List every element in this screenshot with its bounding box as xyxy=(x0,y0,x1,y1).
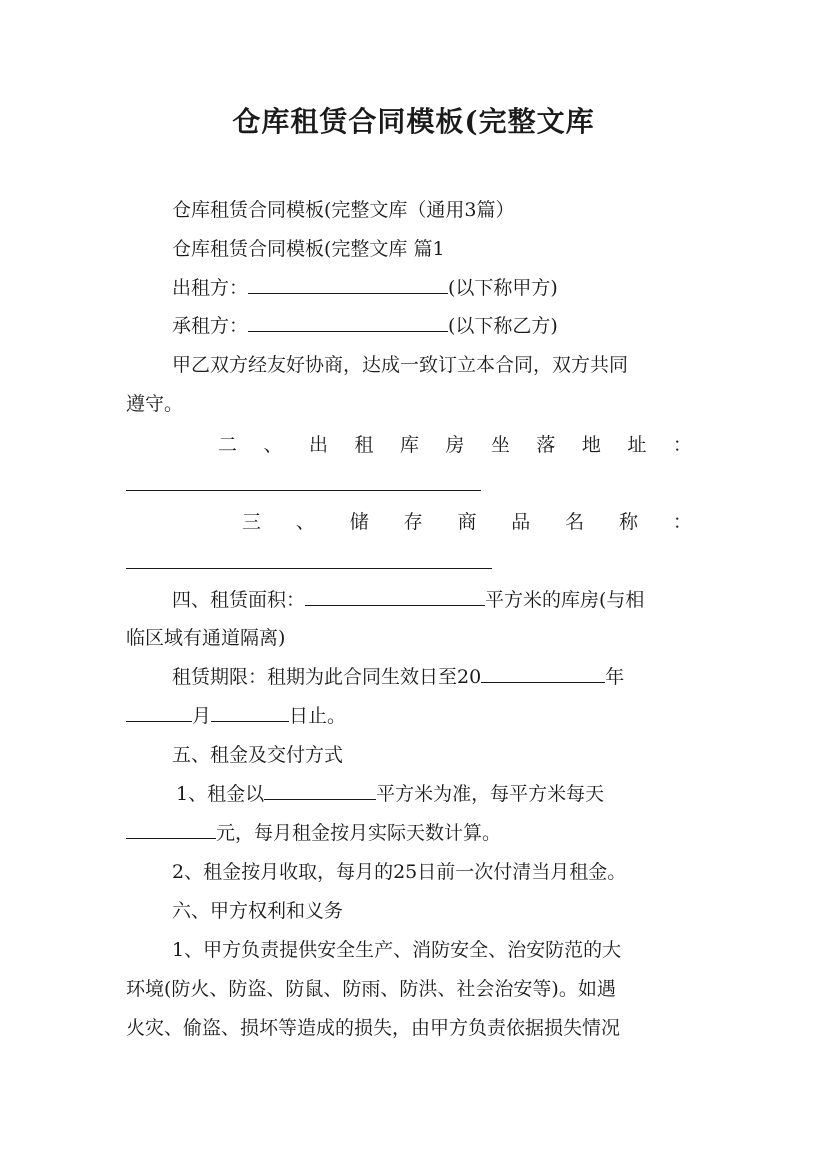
lease-term-year: 年 xyxy=(605,666,625,688)
address-blank-rule xyxy=(126,490,481,491)
goods-char: 称 xyxy=(619,511,639,533)
address-char: 出 xyxy=(308,434,328,456)
rent-item-1-line xyxy=(176,779,702,809)
address-char: 坐 xyxy=(490,434,510,456)
goods-char: 三 xyxy=(242,511,262,533)
lessee-blank xyxy=(248,311,448,332)
lease-area-line xyxy=(172,585,702,615)
document-title: 仓库租赁合同模板(完整文库 xyxy=(232,105,595,138)
goods-char: 品 xyxy=(511,511,531,533)
rent-item-1-line-2 xyxy=(126,818,702,848)
lessor-label: 出租方： xyxy=(172,277,249,299)
lease-term-day: 日止。 xyxy=(289,705,347,727)
rent-item-2: 2、租金按月收取，每月的25日前一次付清当月租金。 xyxy=(172,861,627,883)
goods-blank-rule xyxy=(126,568,492,569)
lease-term-line xyxy=(172,662,702,692)
address-char: ： xyxy=(672,434,692,456)
rent-item-1-line2-text: 元，每月租金按月实际天数计算。 xyxy=(216,822,502,844)
goods-name-heading xyxy=(242,507,692,537)
paragraph-part-heading: 仓库租赁合同模板(完整文库 篇1 xyxy=(172,238,445,260)
lessor-blank xyxy=(248,273,448,294)
address-char: 、 xyxy=(263,434,283,456)
address-char: 房 xyxy=(445,434,465,456)
goods-char: 、 xyxy=(295,511,315,533)
rent-item-1-prefix: 1、租金以 xyxy=(176,783,265,805)
lessor-rights-item-1-line-2: 环境(防火、防盗、防鼠、防雨、防洪、社会治安等)。如遇 xyxy=(126,978,616,1000)
lease-term-line-2 xyxy=(126,701,702,731)
rent-section-heading: 五、租金及交付方式 xyxy=(172,744,344,766)
lease-term-prefix: 租赁期限：租期为此合同生效日至20 xyxy=(172,666,482,688)
goods-char: 储 xyxy=(349,511,369,533)
address-char: 库 xyxy=(399,434,419,456)
goods-char: 商 xyxy=(457,511,477,533)
goods-char: 存 xyxy=(403,511,423,533)
rent-area-blank xyxy=(264,779,376,800)
lease-area-prefix: 四、租赁面积： xyxy=(172,589,306,611)
rent-price-blank xyxy=(126,818,216,839)
lessor-rights-item-1-line-3: 火灾、偷盗、损坏等造成的损失，由甲方负责依据损失情况 xyxy=(126,1017,621,1039)
goods-char: ： xyxy=(672,511,692,533)
address-char: 二 xyxy=(218,434,238,456)
paragraph-subtitle: 仓库租赁合同模板(完整文库（通用3篇） xyxy=(172,199,515,221)
lease-term-month: 月 xyxy=(192,705,212,727)
lessee-line xyxy=(172,311,702,341)
lease-area-suffix: 平方米的库房(与相 xyxy=(485,589,645,611)
lease-area-blank xyxy=(305,585,485,606)
goods-char: 名 xyxy=(565,511,585,533)
lease-year-blank xyxy=(481,662,605,683)
lessor-rights-heading: 六、甲方权利和义务 xyxy=(172,900,344,922)
address-char: 落 xyxy=(536,434,556,456)
lease-day-blank xyxy=(211,701,289,722)
address-char: 址 xyxy=(627,434,647,456)
lease-month-blank xyxy=(126,701,192,722)
warehouse-address-heading xyxy=(218,430,692,460)
rent-item-1-mid: 平方米为准，每平方米每天 xyxy=(376,783,605,805)
lease-area-line-2: 临区域有通道隔离) xyxy=(126,627,286,649)
lessor-suffix: (以下称甲方) xyxy=(448,277,558,299)
lessor-line xyxy=(172,273,702,303)
agreement-line-1: 甲乙双方经友好协商，达成一致订立本合同，双方共同 xyxy=(172,354,629,376)
lessor-rights-item-1-line-1: 1、甲方负责提供安全生产、消防安全、治安防范的大 xyxy=(172,939,622,961)
agreement-line-2: 遵守。 xyxy=(126,393,184,415)
lessee-label: 承租方： xyxy=(172,315,249,337)
address-char: 租 xyxy=(354,434,374,456)
address-char: 地 xyxy=(581,434,601,456)
lessee-suffix: (以下称乙方) xyxy=(448,315,558,337)
